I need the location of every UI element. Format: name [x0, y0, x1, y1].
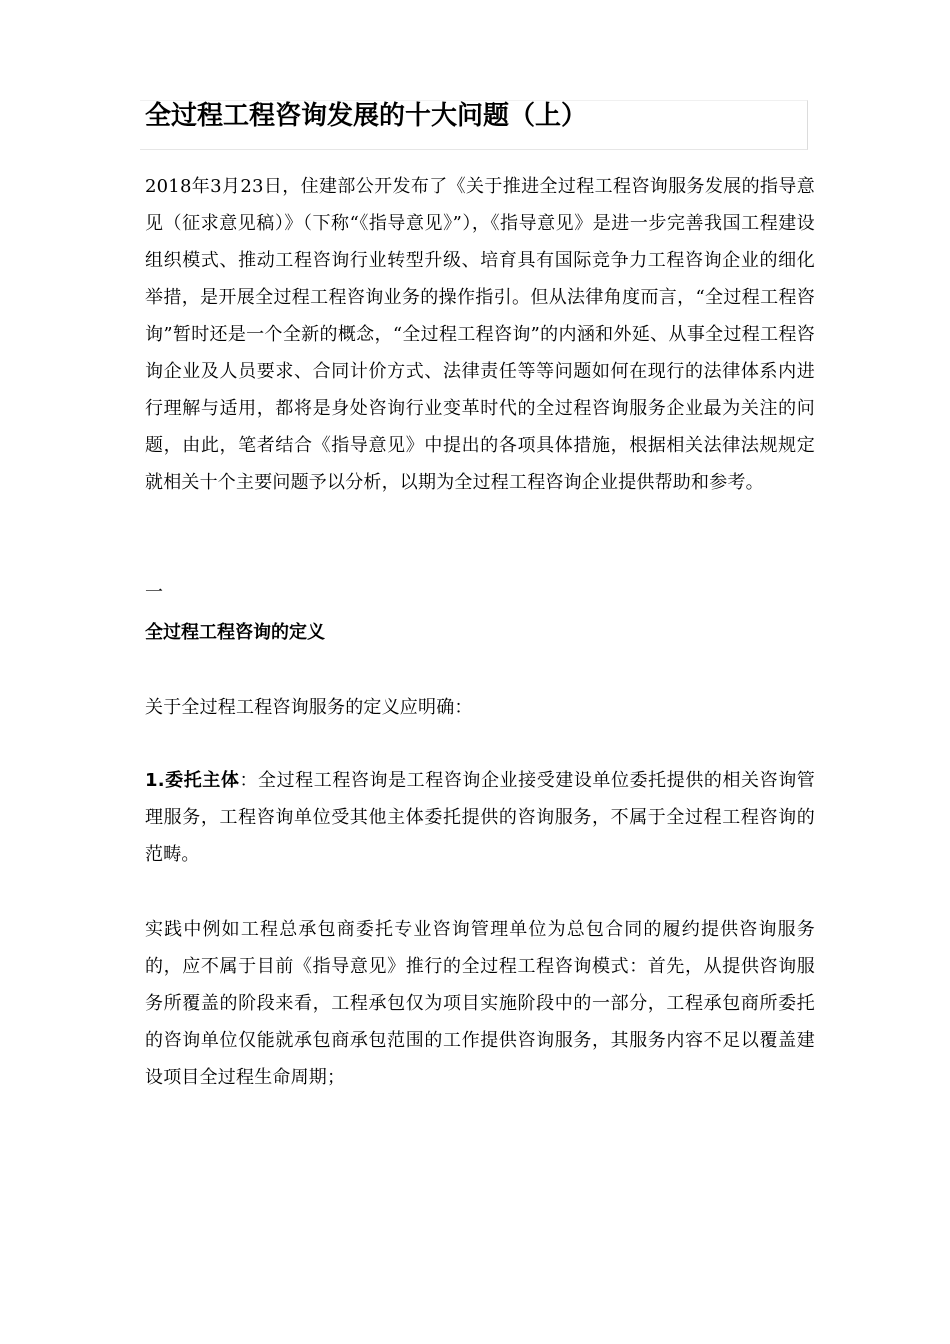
item-text: ：全过程工程咨询是工程咨询企业接受建设单位委托提供的相关咨询管理服务，工程咨询单位受其他主体委托提供的咨询服务，不属于全过程工程咨询的范畴。: [145, 770, 815, 865]
title-box: [140, 100, 808, 150]
document-title: 全过程工程咨询发展的十大问题（上）: [145, 101, 588, 131]
definition-lead: 关于全过程工程咨询服务的定义应明确：: [145, 697, 473, 718]
item-paragraph: [145, 762, 815, 873]
section-heading: 全过程工程咨询的定义: [145, 622, 325, 643]
item-label: 1.委托主体: [145, 770, 240, 791]
section-number: 一: [145, 582, 163, 603]
intro-paragraph: 2018年3月23日，住建部公开发布了《关于推进全过程工程咨询服务发展的指导意见（征求意见稿）》（下称“《指导意见》”），《指导意见》是进一步完善我国工程建设组织模式、推动工程咨询行业转型升级、培育具有国际竞争力工程咨询企业的细化举措，是开展全过程工程咨询业务的操作指引。但从法律角度而言，“全过程工程咨询”暂时还是一个全新的概念，“全过程工程咨询”的内涵和外延、从事全过程工程咨询企业及人员要求、合同计价方式、法律责任等等问题如何在现行的法律体系内进行理解与适用，都将是身处咨询行业变革时代的全过程咨询服务企业最为关注的问题，由此，笔者结合《指导意见》中提出的各项具体措施，根据相关法律法规规定就相关十个主要问题予以分析，以期为全过程工程咨询企业提供帮助和参考。: [145, 176, 815, 493]
practice-paragraph: 实践中例如工程总承包商委托专业咨询管理单位为总包合同的履约提供咨询服务的，应不属于目前《指导意见》推行的全过程工程咨询模式：首先，从提供咨询服务所覆盖的阶段来看，工程承包仅为项目实施阶段中的一部分，工程承包商所委托的咨询单位仅能就承包商承包范围的工作提供咨询服务，其服务内容不足以覆盖建设项目全过程生命周期；: [145, 919, 815, 1088]
